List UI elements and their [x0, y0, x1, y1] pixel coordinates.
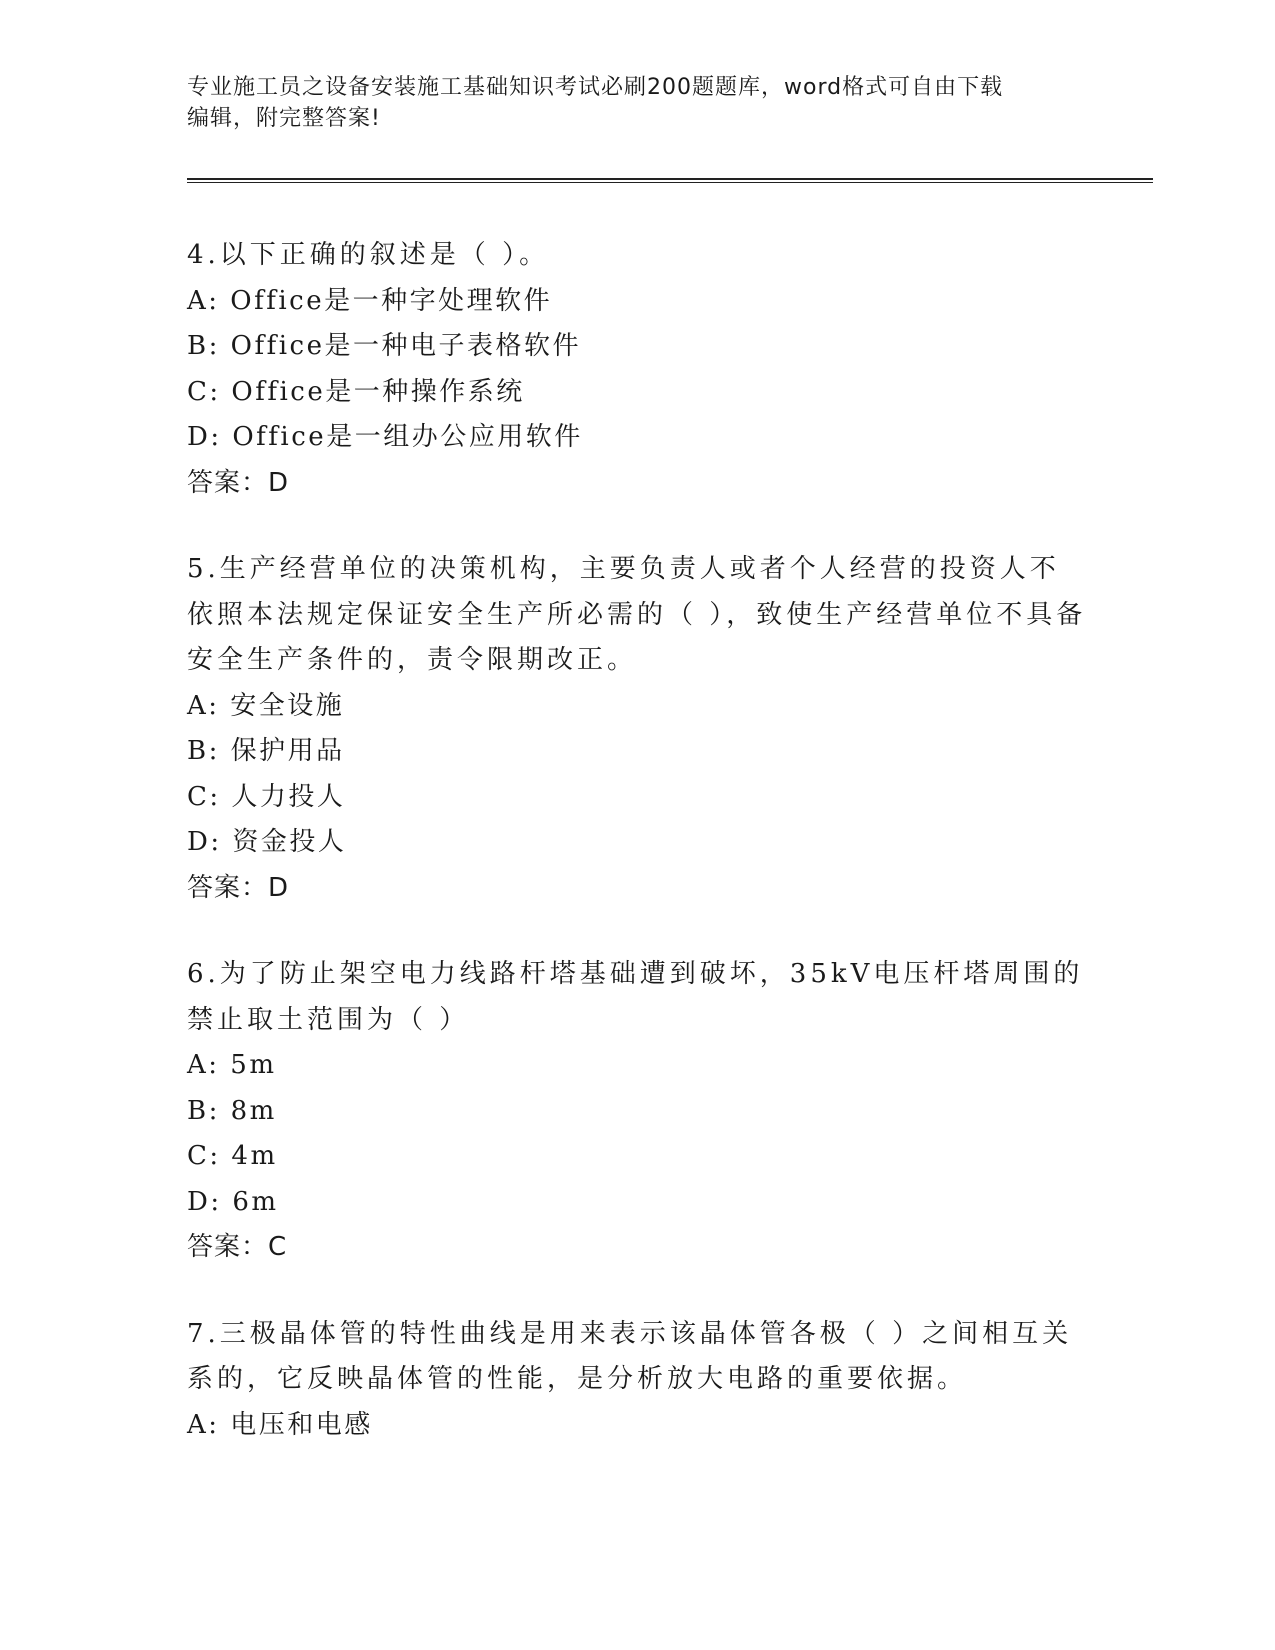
- option-c: C: 人力投人: [187, 781, 346, 812]
- answer-label: 答案：D: [187, 872, 290, 903]
- question-stem: 5.生产经营单位的决策机构，主要负责人或者个人经营的投资人不依照本法规定保证安全生产所必需的（ ），致使生产经营单位不具备安全生产条件的，责令限期改正。: [187, 554, 1087, 675]
- option-a: A: 安全设施: [187, 690, 345, 721]
- option-b: B: Office是一种电子表格软件: [187, 331, 581, 361]
- option-a: A: 5m: [187, 1050, 277, 1080]
- header-title-line-2: 编辑，附完整答案!: [187, 106, 381, 131]
- question-7: [187, 1312, 1087, 1449]
- option-d: D: 6m: [187, 1186, 279, 1217]
- option-d: D: Office是一组办公应用软件: [187, 422, 583, 452]
- question-6: [187, 952, 1087, 1271]
- option-d: D: 资金投人: [187, 827, 347, 857]
- option-b: B: 保护用品: [187, 736, 345, 766]
- answer-label: 答案：D: [187, 467, 290, 498]
- option-c: C: 4m: [187, 1141, 278, 1171]
- option-a: A: 电压和电感: [187, 1409, 373, 1440]
- option-b: B: 8m: [187, 1095, 277, 1126]
- header-divider-thick: [187, 178, 1153, 180]
- answer-label: 答案：C: [187, 1232, 288, 1262]
- question-stem: 6.为了防止架空电力线路杆塔基础遭到破坏，35kV电压杆塔周围的禁止取土范围为（ ）: [187, 959, 1084, 1035]
- header-divider-thin: [187, 182, 1153, 183]
- question-stem: 4.以下正确的叙述是（ ）。: [187, 240, 550, 270]
- document-header: [187, 72, 1067, 134]
- option-c: C: Office是一种操作系统: [187, 376, 525, 407]
- header-title-line-1: 专业施工员之设备安装施工基础知识考试必刷200题题库，word格式可自由下载: [187, 75, 1004, 100]
- question-stem: 7.三极晶体管的特性曲线是用来表示该晶体管各极（ ）之间相互关系的，它反映晶体管的性能，是分析放大电路的重要依据。: [187, 1318, 1073, 1394]
- question-5: [187, 547, 1087, 911]
- question-4: [187, 233, 1087, 506]
- question-list: [187, 233, 1087, 1489]
- option-a: A: Office是一种字处理软件: [187, 285, 553, 316]
